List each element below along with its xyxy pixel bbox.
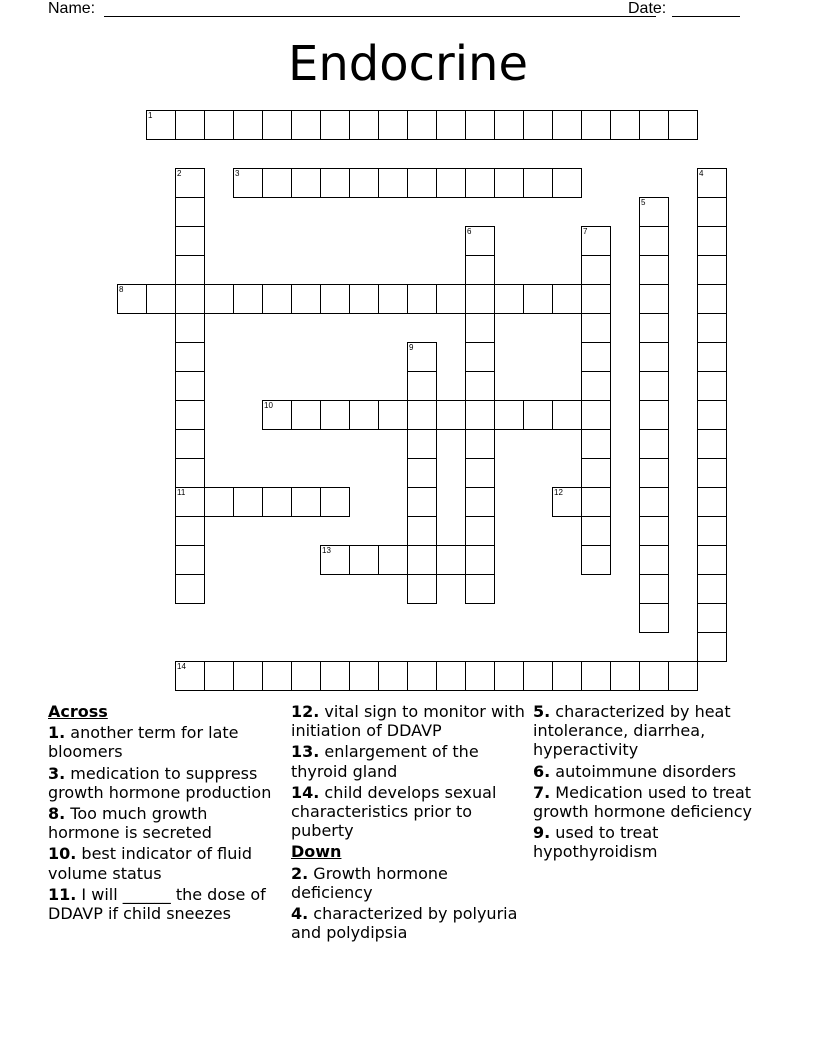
grid-cell[interactable] <box>291 661 321 691</box>
grid-cell[interactable] <box>523 168 553 198</box>
clue-item-number: 9. <box>533 823 551 843</box>
grid-cell[interactable] <box>639 603 669 633</box>
grid-cell[interactable] <box>320 545 350 575</box>
grid-cell[interactable] <box>465 168 495 198</box>
grid-cell[interactable] <box>581 458 611 488</box>
clue-item <box>48 885 284 923</box>
grid-cell[interactable] <box>291 400 321 430</box>
clue-number: 1 <box>148 111 153 120</box>
grid-cell[interactable] <box>610 661 640 691</box>
clue-item <box>48 723 284 761</box>
grid-cell[interactable] <box>552 487 582 517</box>
grid-cell[interactable] <box>697 545 727 575</box>
grid-cell[interactable] <box>407 516 437 546</box>
grid-cell[interactable] <box>233 661 263 691</box>
puzzle-title: Endocrine <box>288 36 528 92</box>
grid-cell[interactable] <box>465 661 495 691</box>
grid-cell[interactable] <box>581 516 611 546</box>
grid-cell[interactable] <box>378 545 408 575</box>
grid-cell[interactable] <box>465 429 495 459</box>
clue-item-text: autoimmune disorders <box>550 761 737 781</box>
clue-item-text: enlargement of the thyroid gland <box>291 742 479 781</box>
grid-cell[interactable] <box>262 487 292 517</box>
grid-cell[interactable] <box>697 197 727 227</box>
grid-cell[interactable] <box>581 284 611 314</box>
clue-item-number: 7. <box>533 782 551 802</box>
grid-cell[interactable] <box>320 168 350 198</box>
clue-item <box>291 904 527 942</box>
grid-cell[interactable] <box>639 110 669 140</box>
clue-item-number: 10. <box>48 844 77 864</box>
grid-cell[interactable] <box>175 226 205 256</box>
grid-cell[interactable] <box>552 400 582 430</box>
clue-number: 6 <box>467 227 472 236</box>
clue-number: 2 <box>177 169 182 178</box>
grid-cell[interactable] <box>349 284 379 314</box>
grid-cell[interactable] <box>117 284 147 314</box>
grid-cell[interactable] <box>465 313 495 343</box>
grid-cell[interactable] <box>581 400 611 430</box>
grid-cell[interactable] <box>233 487 263 517</box>
grid-cell[interactable] <box>146 284 176 314</box>
grid-cell[interactable] <box>581 429 611 459</box>
grid-cell[interactable] <box>465 110 495 140</box>
grid-cell[interactable] <box>639 255 669 285</box>
grid-cell[interactable] <box>175 574 205 604</box>
clue-item-text: used to treat hypothyroidism <box>533 823 659 862</box>
grid-cell[interactable] <box>465 574 495 604</box>
grid-cell[interactable] <box>697 342 727 372</box>
grid-cell[interactable] <box>291 168 321 198</box>
grid-cell[interactable] <box>262 168 292 198</box>
grid-cell[interactable] <box>581 545 611 575</box>
grid-cell[interactable] <box>523 110 553 140</box>
clue-item-number: 5. <box>533 702 551 721</box>
grid-cell[interactable] <box>175 545 205 575</box>
grid-cell[interactable] <box>349 545 379 575</box>
grid-cell[interactable] <box>349 661 379 691</box>
date-label: Date: <box>628 0 667 17</box>
grid-cell[interactable] <box>465 255 495 285</box>
grid-cell[interactable] <box>697 603 727 633</box>
clue-item <box>533 783 769 821</box>
grid-cell[interactable] <box>407 661 437 691</box>
clue-item-text: vital sign to monitor with initiation of DDAVP <box>291 702 525 741</box>
clue-item-number: 13. <box>291 742 320 762</box>
clue-number: 8 <box>119 285 124 294</box>
grid-cell[interactable] <box>465 487 495 517</box>
grid-cell[interactable] <box>494 110 524 140</box>
grid-cell[interactable] <box>697 371 727 401</box>
grid-cell[interactable] <box>494 168 524 198</box>
grid-cell[interactable] <box>175 400 205 430</box>
grid-cell[interactable] <box>697 429 727 459</box>
grid-cell[interactable] <box>407 400 437 430</box>
grid-cell[interactable] <box>291 110 321 140</box>
grid-cell[interactable] <box>581 313 611 343</box>
grid-cell[interactable] <box>465 400 495 430</box>
grid-cell[interactable] <box>175 168 205 198</box>
grid-cell[interactable] <box>639 458 669 488</box>
grid-cell[interactable] <box>407 371 437 401</box>
grid-cell[interactable] <box>639 516 669 546</box>
clue-item-text: Medication used to treat growth hormone deficiency <box>533 782 752 822</box>
clue-item <box>291 742 527 780</box>
clue-item-number: 11. <box>48 884 77 904</box>
grid-cell[interactable] <box>465 284 495 314</box>
grid-cell[interactable] <box>175 197 205 227</box>
grid-cell[interactable] <box>552 168 582 198</box>
grid-cell[interactable] <box>175 284 205 314</box>
clue-item-number: 3. <box>48 763 66 783</box>
grid-cell[interactable] <box>407 168 437 198</box>
grid-cell[interactable] <box>697 255 727 285</box>
clue-column-3 <box>533 702 769 864</box>
grid-cell[interactable] <box>639 342 669 372</box>
grid-cell[interactable] <box>697 487 727 517</box>
clue-number: 13 <box>322 546 331 555</box>
grid-cell[interactable] <box>639 313 669 343</box>
clue-number: 3 <box>235 169 240 178</box>
grid-cell[interactable] <box>436 545 466 575</box>
clue-item <box>291 702 527 740</box>
grid-cell[interactable] <box>523 284 553 314</box>
grid-cell[interactable] <box>552 661 582 691</box>
grid-cell[interactable] <box>320 487 350 517</box>
grid-cell[interactable] <box>407 429 437 459</box>
grid-cell[interactable] <box>291 284 321 314</box>
grid-cell[interactable] <box>494 400 524 430</box>
grid-cell[interactable] <box>668 661 698 691</box>
grid-cell[interactable] <box>378 168 408 198</box>
grid-cell[interactable] <box>581 661 611 691</box>
grid-cell[interactable] <box>581 371 611 401</box>
clue-item <box>291 864 527 902</box>
grid-cell[interactable] <box>175 661 205 691</box>
grid-cell[interactable] <box>204 110 234 140</box>
grid-cell[interactable] <box>378 661 408 691</box>
grid-cell[interactable] <box>262 400 292 430</box>
clue-heading: Across <box>48 702 108 721</box>
clue-item-text: another term for late bloomers <box>48 723 239 762</box>
clue-item-number: 6. <box>533 761 551 781</box>
grid-cell[interactable] <box>494 284 524 314</box>
grid-cell[interactable] <box>639 661 669 691</box>
grid-cell[interactable] <box>610 110 640 140</box>
grid-cell[interactable] <box>175 342 205 372</box>
grid-cell[interactable] <box>349 168 379 198</box>
grid-cell[interactable] <box>697 632 727 662</box>
grid-cell[interactable] <box>697 574 727 604</box>
grid-cell[interactable] <box>552 284 582 314</box>
grid-cell[interactable] <box>146 110 176 140</box>
clue-item-text: I will ______ the dose of DDAVP if child sneezes <box>48 884 266 924</box>
clue-item-number: 12. <box>291 702 320 721</box>
clue-number: 14 <box>177 662 186 671</box>
grid-cell[interactable] <box>581 487 611 517</box>
clue-item-number: 1. <box>48 723 66 743</box>
grid-cell[interactable] <box>407 110 437 140</box>
grid-cell[interactable] <box>291 487 321 517</box>
grid-cell[interactable] <box>668 110 698 140</box>
grid-cell[interactable] <box>639 226 669 256</box>
clue-item <box>533 823 769 861</box>
clue-item-text: best indicator of fluid volume status <box>48 844 252 883</box>
grid-cell[interactable] <box>378 400 408 430</box>
grid-cell[interactable] <box>175 429 205 459</box>
grid-cell[interactable] <box>581 226 611 256</box>
clue-item-text: characterized by polyuria and polydipsia <box>291 904 518 943</box>
grid-cell[interactable] <box>320 661 350 691</box>
grid-cell[interactable] <box>523 661 553 691</box>
grid-cell[interactable] <box>639 371 669 401</box>
clue-item-number: 4. <box>291 904 309 924</box>
grid-cell[interactable] <box>175 371 205 401</box>
clue-item-number: 14. <box>291 782 320 802</box>
grid-cell[interactable] <box>523 400 553 430</box>
grid-cell[interactable] <box>175 110 205 140</box>
clue-item <box>291 783 527 841</box>
name-label: Name: <box>48 0 96 17</box>
grid-cell[interactable] <box>639 284 669 314</box>
clue-item <box>533 762 769 781</box>
clue-number: 9 <box>409 343 414 352</box>
grid-cell[interactable] <box>175 487 205 517</box>
grid-cell[interactable] <box>697 516 727 546</box>
grid-cell[interactable] <box>204 487 234 517</box>
clue-number: 10 <box>264 401 273 410</box>
grid-cell[interactable] <box>233 110 263 140</box>
grid-cell[interactable] <box>436 661 466 691</box>
grid-cell[interactable] <box>465 516 495 546</box>
clue-number: 4 <box>699 169 704 178</box>
grid-cell[interactable] <box>175 255 205 285</box>
grid-cell[interactable] <box>262 110 292 140</box>
grid-cell[interactable] <box>204 284 234 314</box>
grid-cell[interactable] <box>407 342 437 372</box>
grid-cell[interactable] <box>407 284 437 314</box>
clue-item-text: Growth hormone deficiency <box>291 863 448 902</box>
grid-cell[interactable] <box>697 284 727 314</box>
clue-item-text: child develops sexual characteristics prior to puberty <box>291 782 497 841</box>
grid-cell[interactable] <box>465 458 495 488</box>
grid-cell[interactable] <box>581 342 611 372</box>
grid-cell[interactable] <box>320 284 350 314</box>
grid-cell[interactable] <box>175 516 205 546</box>
grid-cell[interactable] <box>320 400 350 430</box>
clue-item <box>48 844 284 882</box>
clue-number: 12 <box>554 488 563 497</box>
grid-cell[interactable] <box>407 487 437 517</box>
grid-cell[interactable] <box>175 313 205 343</box>
grid-cell[interactable] <box>349 110 379 140</box>
grid-cell[interactable] <box>697 168 727 198</box>
clue-column-1 <box>48 702 284 925</box>
grid-cell[interactable] <box>639 400 669 430</box>
grid-cell[interactable] <box>639 429 669 459</box>
clue-item <box>48 804 284 842</box>
grid-cell[interactable] <box>697 313 727 343</box>
clue-item-text: Too much growth hormone is secreted <box>48 804 212 843</box>
grid-cell[interactable] <box>204 661 234 691</box>
grid-cell[interactable] <box>465 342 495 372</box>
grid-cell[interactable] <box>639 197 669 227</box>
grid-cell[interactable] <box>581 110 611 140</box>
grid-cell[interactable] <box>407 458 437 488</box>
grid-cell[interactable] <box>378 110 408 140</box>
grid-cell[interactable] <box>233 168 263 198</box>
clue-item-number: 8. <box>48 804 66 824</box>
grid-cell[interactable] <box>436 168 466 198</box>
grid-cell[interactable] <box>349 400 379 430</box>
grid-cell[interactable] <box>465 545 495 575</box>
grid-cell[interactable] <box>639 574 669 604</box>
grid-cell[interactable] <box>436 400 466 430</box>
grid-cell[interactable] <box>697 458 727 488</box>
grid-cell[interactable] <box>320 110 350 140</box>
grid-cell[interactable] <box>262 284 292 314</box>
clue-number: 11 <box>177 488 186 497</box>
clue-number: 5 <box>641 198 646 207</box>
grid-cell[interactable] <box>697 400 727 430</box>
clue-item <box>533 702 769 760</box>
grid-cell[interactable] <box>262 661 292 691</box>
clue-heading: Down <box>291 842 342 862</box>
clue-column-2 <box>291 702 527 944</box>
grid-cell[interactable] <box>436 284 466 314</box>
grid-cell[interactable] <box>175 458 205 488</box>
grid-cell[interactable] <box>465 371 495 401</box>
grid-cell[interactable] <box>552 110 582 140</box>
grid-cell[interactable] <box>639 545 669 575</box>
grid-cell[interactable] <box>378 284 408 314</box>
grid-cell[interactable] <box>465 226 495 256</box>
clue-number: 7 <box>583 227 588 236</box>
clue-item-text: medication to suppress growth hormone production <box>48 763 272 802</box>
grid-cell[interactable] <box>407 574 437 604</box>
grid-cell[interactable] <box>639 487 669 517</box>
grid-cell[interactable] <box>407 545 437 575</box>
clue-item <box>48 764 284 802</box>
clue-item-number: 2. <box>291 863 309 883</box>
grid-cell[interactable] <box>494 661 524 691</box>
grid-cell[interactable] <box>581 255 611 285</box>
grid-cell[interactable] <box>233 284 263 314</box>
grid-cell[interactable] <box>697 226 727 256</box>
clue-item-text: characterized by heat intolerance, diarrhea, hyperactivity <box>533 702 731 760</box>
grid-cell[interactable] <box>436 110 466 140</box>
